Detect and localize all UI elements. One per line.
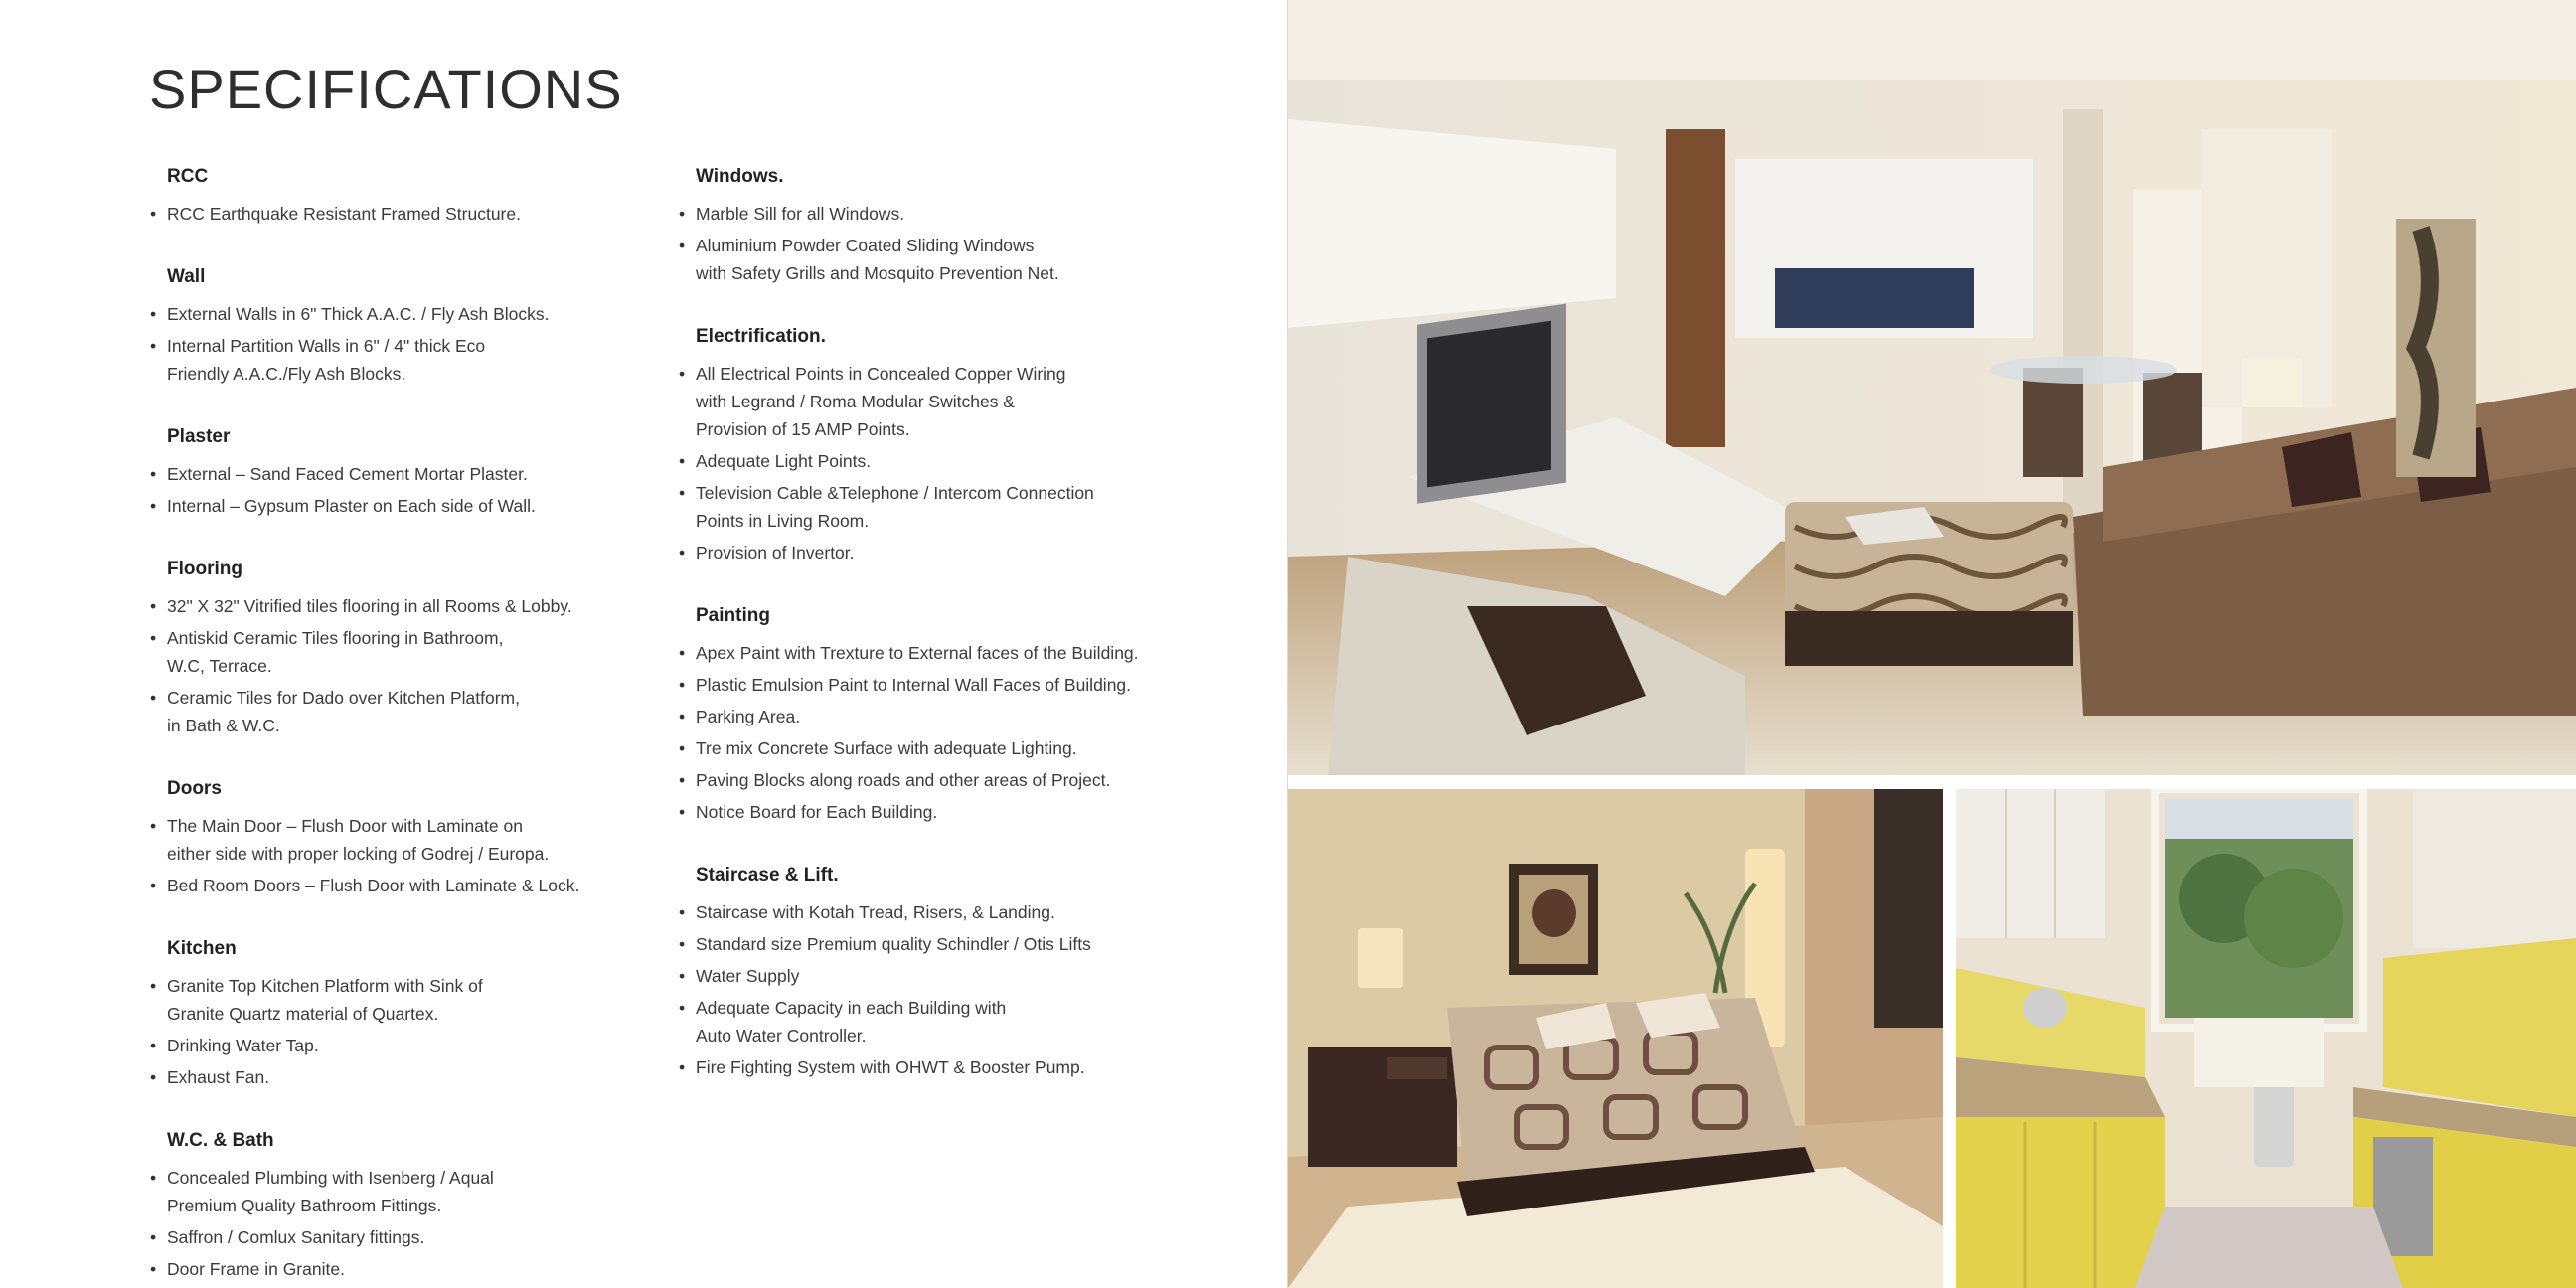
- spec-section: [149, 419, 666, 552]
- photo-divider-horizontal: [1288, 775, 2576, 789]
- spec-list: [149, 592, 666, 739]
- spec-section: [149, 931, 666, 1123]
- spec-list: [678, 898, 1234, 1081]
- spec-column-left: [149, 159, 666, 1287]
- photo-divider-vertical: [1943, 789, 1956, 1288]
- spec-list: [149, 300, 666, 388]
- spec-section: [149, 1123, 666, 1283]
- spec-column-right: [678, 159, 1234, 1085]
- spec-heading: RCC: [167, 166, 209, 187]
- spec-heading: Plaster: [167, 426, 231, 447]
- spec-section: [678, 598, 1234, 858]
- spec-item: • RCC Earthquake Resistant Framed Structure.: [149, 200, 666, 228]
- spec-heading: Wall: [167, 266, 206, 287]
- spec-item: • Drinking Water Tap.: [149, 1032, 666, 1059]
- spec-item: • Door Frame in Granite.: [149, 1255, 666, 1283]
- spec-item: • Apex Paint with Trexture to External faces of the Building.: [678, 639, 1234, 667]
- spec-item: • Notice Board for Each Building.: [678, 798, 1234, 826]
- page-title: SPECIFICATIONS: [149, 58, 623, 120]
- spec-list: [149, 972, 666, 1091]
- spec-section: [149, 259, 666, 419]
- spec-item: • Ceramic Tiles for Dado over Kitchen Platform, in Bath & W.C.: [149, 684, 666, 739]
- spec-item: • Adequate Capacity in each Building with Auto Water Controller.: [678, 994, 1234, 1049]
- spec-section: [678, 159, 1234, 319]
- spec-heading: Painting: [696, 605, 770, 626]
- spec-list: [149, 460, 666, 520]
- spec-list: [149, 1164, 666, 1283]
- spec-section: [149, 771, 666, 931]
- spec-list: [149, 200, 666, 228]
- spec-list: [149, 812, 666, 899]
- spec-list: [678, 200, 1234, 287]
- spec-section: [149, 552, 666, 771]
- spec-item: • Antiskid Ceramic Tiles flooring in Bathroom, W.C, Terrace.: [149, 624, 666, 680]
- spec-item: • Internal – Gypsum Plaster on Each side of Wall.: [149, 492, 666, 520]
- spec-list: [678, 360, 1234, 566]
- spec-section: [678, 858, 1234, 1081]
- spec-item: • Staircase with Kotah Tread, Risers, & Landing.: [678, 898, 1234, 926]
- spec-item: • Standard size Premium quality Schindler / Otis Lifts: [678, 930, 1234, 958]
- spec-heading: Doors: [167, 778, 222, 799]
- spec-heading: Windows.: [696, 166, 784, 187]
- living-room-photo: [1288, 0, 2576, 775]
- spec-item: • Provision of Invertor.: [678, 539, 1234, 566]
- spec-item: • 32" X 32" Vitrified tiles flooring in all Rooms & Lobby.: [149, 592, 666, 620]
- spec-item: • Internal Partition Walls in 6" / 4" thick Eco Friendly A.A.C./Fly Ash Blocks.: [149, 332, 666, 388]
- spec-item: • Bed Room Doors – Flush Door with Laminate & Lock.: [149, 872, 666, 899]
- spec-item: • Fire Fighting System with OHWT & Booster Pump.: [678, 1053, 1234, 1081]
- spec-item: • Exhaust Fan.: [149, 1063, 666, 1091]
- spec-item: • Parking Area.: [678, 703, 1234, 730]
- spec-item: • Water Supply: [678, 962, 1234, 990]
- spec-item: • Television Cable &Telephone / Intercom Connection Points in Living Room.: [678, 479, 1234, 535]
- spec-item: • Aluminium Powder Coated Sliding Windows with Safety Grills and Mosquito Prevention Net.: [678, 232, 1234, 287]
- bedroom-photo: [1288, 789, 1943, 1288]
- spec-item: • Granite Top Kitchen Platform with Sink of Granite Quartz material of Quartex.: [149, 972, 666, 1028]
- spec-section: [678, 319, 1234, 598]
- spec-item: • All Electrical Points in Concealed Copper Wiring with Legrand / Roma Modular Switches & Provision of 15 AMP Points.: [678, 360, 1234, 443]
- spec-item: • Tre mix Concrete Surface with adequate Lighting.: [678, 734, 1234, 762]
- spec-item: • Adequate Light Points.: [678, 447, 1234, 475]
- spec-item: • Saffron / Comlux Sanitary fittings.: [149, 1223, 666, 1251]
- spec-heading: Staircase & Lift.: [696, 865, 839, 886]
- spec-list: [678, 639, 1234, 826]
- spec-item: • Plastic Emulsion Paint to Internal Wall Faces of Building.: [678, 671, 1234, 699]
- spec-heading: Electrification.: [696, 326, 826, 347]
- spec-item: • External Walls in 6" Thick A.A.C. / Fly Ash Blocks.: [149, 300, 666, 328]
- spec-item: • Marble Sill for all Windows.: [678, 200, 1234, 228]
- spec-item: • The Main Door – Flush Door with Laminate on either side with proper locking of Godrej / Europa.: [149, 812, 666, 868]
- spec-item: • Concealed Plumbing with Isenberg / Aqual Premium Quality Bathroom Fittings.: [149, 1164, 666, 1219]
- spec-item: • Paving Blocks along roads and other areas of Project.: [678, 766, 1234, 794]
- spec-item: • External – Sand Faced Cement Mortar Plaster.: [149, 460, 666, 488]
- spec-section: [149, 159, 666, 259]
- kitchen-photo: [1956, 789, 2576, 1288]
- spec-heading: Kitchen: [167, 938, 237, 959]
- spec-heading: Flooring: [167, 559, 242, 579]
- spec-heading: W.C. & Bath: [167, 1130, 274, 1151]
